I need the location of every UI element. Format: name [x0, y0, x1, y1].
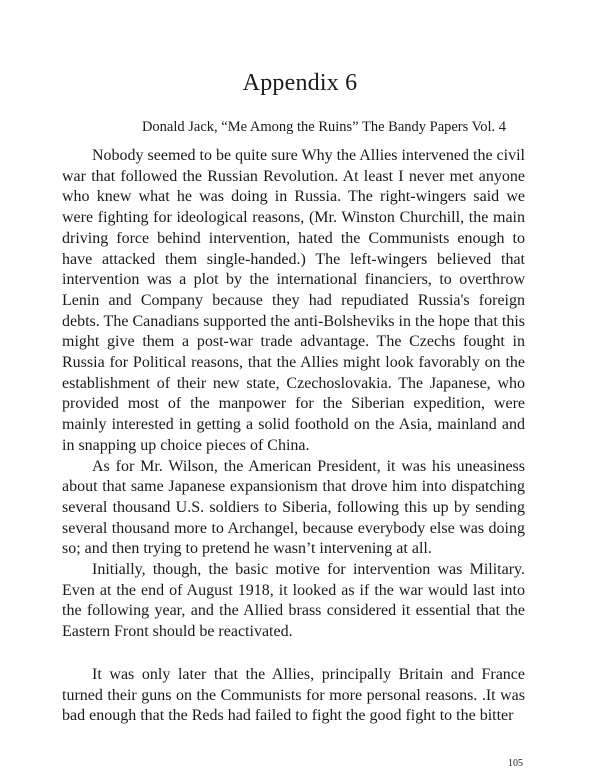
- paragraph-1: Nobody seemed to be quite sure Why the Allies intervened the civil war that followed the Russian Revolution. At least I never met anyone who knew what he was doing in Russia. The right-wingers said we were fighting for ideological reasons, (Mr. Winston Churchill, the main driving force behind intervention, hated the Communists enough to have attacked them single-handed.) The left-wingers believed that intervention was a plot by the international financiers, to overthrow Lenin and Company because they had repudiated Russia's foreign debts. The Canadians supported the anti-Bolsheviks in the hope that this might give them a post-war trade advantage. The Czechs fought in Russia for Political reasons, that the Allies might look favorably on the establishment of their new state, Czechoslovakia. The Japanese, who provided most of the manpower for the Siberian expedition, were mainly interested in getting a solid foothold on the Asia, mainland and in snapping up choice pieces of China.: [62, 147, 525, 454]
- source-citation: Donald Jack, “Me Among the Ruins” The Bandy Papers Vol. 4: [141, 119, 507, 135]
- body-text: [62, 146, 525, 727]
- paragraph-2: As for Mr. Wilson, the American President, it was his uneasiness about that same Japanese expansionism that drove him into dispatching several thousand U.S. soldiers to Siberia, following this up by sending several thousand more to Archangel, because everybody else was doing so; and then trying to pretend he wasn’t intervening at all.: [62, 457, 525, 558]
- paragraph-3: Initially, though, the basic motive for intervention was Military. Even at the end of August 1918, it looked as if the war would last into the following year, and the Allied brass considered it essential that the Eastern Front should be reactivated.: [62, 561, 525, 641]
- paragraph-4: It was only later that the Allies, principally Britain and France turned their guns on the Communists for more personal reasons. .It was bad enough that the Reds had failed to fight the good fight to the bitter: [62, 665, 525, 725]
- page-number: 105: [508, 758, 523, 769]
- page-title: Appendix 6: [242, 70, 358, 96]
